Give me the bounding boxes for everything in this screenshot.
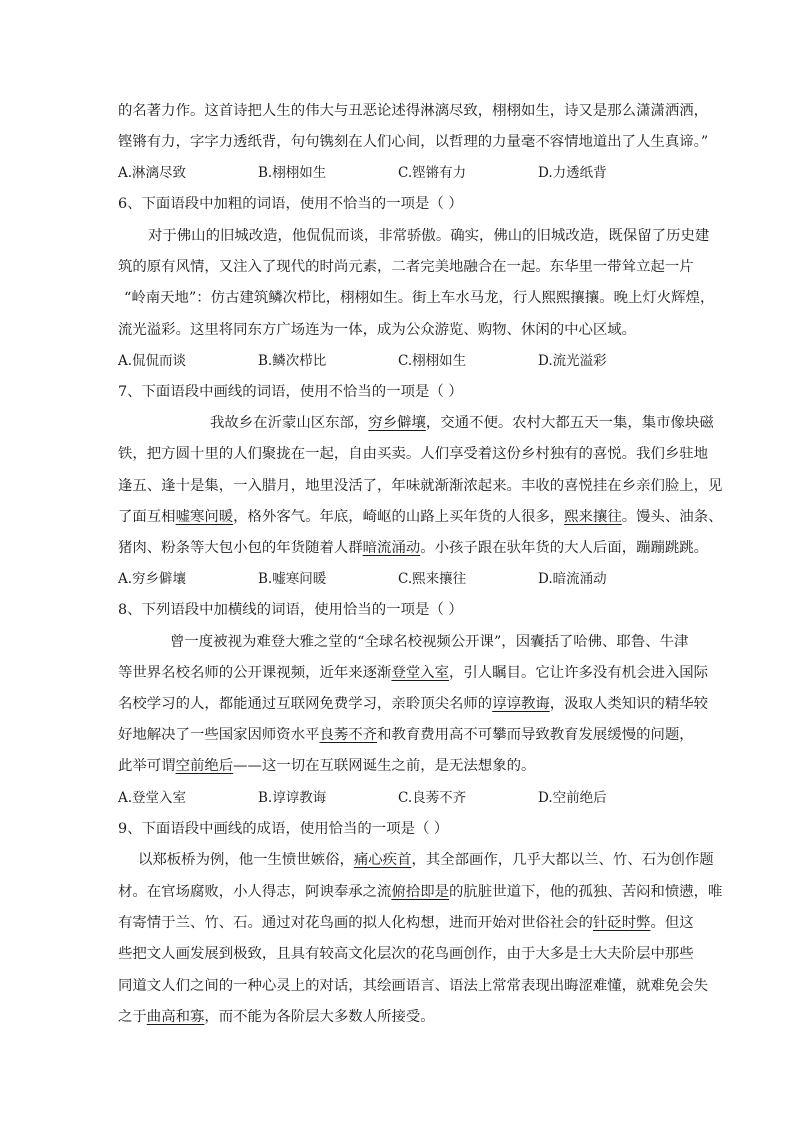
option-c: C.栩栩如生 [398,353,467,369]
text: ——这一切在互联网诞生之前，是无法想象的。 [233,758,536,774]
paragraph-line [118,1007,678,1027]
text: 。馒头、油条、 [621,509,723,525]
text: 了面互相 [118,509,176,525]
option-a: A.登堂入室 [118,790,187,806]
underlined-term: 熙来攘往 [564,509,622,525]
option-b: B.栩栩如生 [258,165,327,181]
paragraph-line [118,694,709,714]
paragraph-line [138,850,714,870]
option-d: D.空前绝后 [538,790,607,806]
option-d: D.流光溢彩 [538,353,607,369]
paragraph-line [210,413,714,433]
paragraph-line: 曾一度被视为难登大雅之堂的“全球名校视频公开课”，因囊括了哈佛、耶鲁、牛津 [170,634,689,650]
text: 我故乡在沂蒙山区东部， [210,415,369,431]
underlined-term: 俯拾即是 [391,884,450,900]
text: 好地解决了一些国家因师资水平 [118,727,320,743]
text: ，其全部画作，几乎大都以兰、竹、石为创作题 [411,852,714,868]
option-b: B.鳞次栉比 [258,353,327,369]
option-b: B.嘘寒问暖 [258,571,327,587]
paragraph-line [118,882,723,902]
text: ，而不能为各阶层大多数人所接受。 [204,1009,435,1025]
text: 之于 [118,1009,147,1025]
paragraph-line: 的名著力作。这首诗把人生的伟大与丑恶论述得淋漓尽致，栩栩如生，诗又是那么潇潇洒洒， [118,103,709,119]
underlined-term: 谆谆教诲 [492,696,550,712]
paragraph-line: “岭南天地”：仿古建筑鳞次栉比，栩栩如生。街上车水马龙，行人熙熙攘攘。晚上灯火辉煌， [124,290,715,306]
option-a: A.穷乡僻壤 [118,571,187,587]
paragraph-line [118,756,678,776]
paragraph-line [118,913,694,933]
paragraph-line: 铿锵有力，字字力透纸背，句句镌刻在人们心间，以哲理的力量毫不容情地道出了人生真谛。” [118,134,709,150]
text: 材。在官场腐败，小人得志，阿谀奉承之流 [118,884,392,900]
paragraph-line: 铁，把方圆十里的人们聚拢在一起，自由买卖。人们享受着这份乡村独有的喜悦。我们乡驻地 [118,446,709,462]
text: 。但这 [650,915,694,931]
option-c: C.良莠不齐 [398,790,467,806]
text: 的肮脏世道下，他的孤独、苦闷和愤懑，唯 [449,884,723,900]
text: 有寄情于兰、竹、石。通过对花鸟画的拟人化构想，进而开始对世俗社会的 [118,915,593,931]
text: ，汲取人类知识的精华较 [549,696,709,712]
option-a: A.淋漓尽致 [118,165,187,181]
text: 此举可谓 [118,758,176,774]
text: ，格外客气。年底，崎岖的山路上买年货的人很多， [233,509,565,525]
option-b: B.谆谆教诲 [258,790,327,806]
text: ，引人瞩目。它让许多没有机会进入国际 [449,665,709,681]
underlined-term: 穷乡僻壤 [368,415,426,431]
underlined-term: 痛心疾首 [353,852,412,868]
paragraph-line: 逢五、逢十是集，一入腊月，地里没活了，年味就渐渐浓起来。丰收的喜悦挂在乡亲们脸上，见 [118,478,723,494]
text: 和教育费用高不可攀而导致教育发展缓慢的问题， [377,727,694,743]
text: 等世界名校名师的公开课视频，近年来逐渐 [118,665,392,681]
underlined-term: 嘘寒问暖 [175,509,234,525]
option-d: D.力透纸背 [538,165,607,181]
text: 以郑板桥为例，他一生愤世嫉俗， [138,852,354,868]
question-7-stem: 7、下面语段中画线的词语，使用不恰当的一项是（ ） [118,384,463,400]
question-6-stem: 6、下面语段中加粗的词语，使用不恰当的一项是（ ） [118,196,463,212]
underlined-term: 空前绝后 [175,758,234,774]
paragraph-line: 对于佛山的旧城改造，他侃侃而谈，非常骄傲。确实，佛山的旧城改造，既保留了历史建 [148,228,710,244]
paragraph-line [118,725,694,745]
question-8-stem: 8、下列语段中加横线的词语，使用恰当的一项是（ ） [118,602,463,618]
paragraph-line [118,538,709,558]
text: 。小孩子跟在驮年货的大人后面，蹦蹦跳跳。 [420,540,709,556]
option-c: C.铿锵有力 [398,165,467,181]
paragraph-line: 筑的原有风情，又注入了现代的时尚元素，二者完美地融合在一起。东华里一带耸立起一片 [118,259,694,275]
option-d: D.暗流涌动 [538,571,607,587]
paragraph-line: 些把文人画发展到极致，且具有较高文化层次的花鸟画创作，由于大多是士大夫阶层中那些 [118,946,694,962]
text: 猪肉、粉条等大包小包的年货随着人群 [118,540,363,556]
question-9-stem: 9、下面语段中画线的成语，使用恰当的一项是（ ） [118,821,449,837]
underlined-term: 登堂入室 [391,665,450,681]
option-a: A.侃侃而谈 [118,353,187,369]
underlined-term: 暗流涌动 [362,540,421,556]
underlined-term: 良莠不齐 [319,727,378,743]
option-c: C.熙来攘往 [398,571,467,587]
underlined-term: 针砭时弊 [592,915,651,931]
paragraph-line: 流光溢彩。这里将同东方广场连为一体，成为公众游览、购物、休闲的中心区域。 [118,322,637,338]
paragraph-line [118,507,723,527]
text: ，交通不便。农村大都五天一集，集市像块磁 [425,415,714,431]
paragraph-line [118,663,709,683]
text: 名校学习的人，都能通过互联网免费学习，亲聆顶尖名师的 [118,696,493,712]
underlined-term: 曲高和寡 [146,1009,205,1025]
paragraph-line: 同道文人们之间的一种心灵上的对话，其绘画语言、语法上常常表现出晦涩难懂，就难免会失 [118,978,709,994]
